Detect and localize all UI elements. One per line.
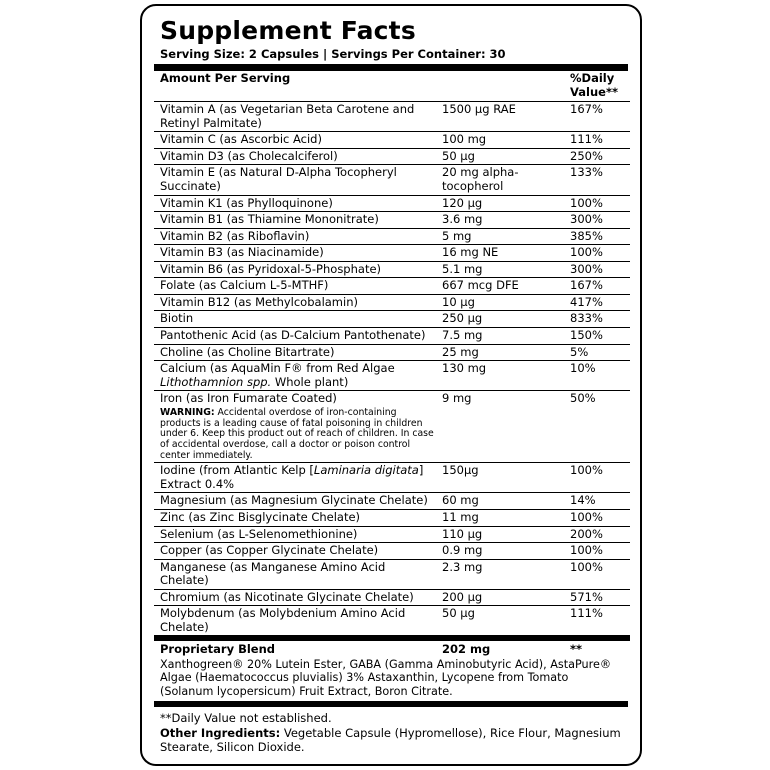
column-header-spacer: [440, 71, 568, 102]
table-row-magnesium: [154, 493, 630, 510]
supplement-facts-panel: [140, 4, 642, 766]
nutrient-amount: 7.5 mg: [440, 328, 568, 345]
nutrient-amount: 120 µg: [440, 195, 568, 212]
nutrient-amount: 25 mg: [440, 344, 568, 361]
nutrient-dv: 150%: [568, 328, 630, 345]
nutrient-dv: 385%: [568, 228, 630, 245]
nutrient-amount: 2.3 mg: [440, 559, 568, 589]
table-row: [154, 278, 630, 295]
table-row: [154, 261, 630, 278]
nutrient-amount: 130 mg: [440, 361, 568, 391]
other-ingredients: [160, 726, 624, 755]
nutrient-amount: 667 mcg DFE: [440, 278, 568, 295]
nutrient-dv: 167%: [568, 102, 630, 132]
nutrient-dv: 300%: [568, 261, 630, 278]
nutrient-name: Vitamin B2 (as Riboflavin): [154, 228, 440, 245]
nutrient-name: Magnesium (as Magnesium Glycinate Chelate): [154, 493, 440, 510]
nutrient-amount: 5.1 mg: [440, 261, 568, 278]
calcium-name-part2: Whole plant): [271, 374, 349, 389]
page-title: Supplement Facts: [160, 16, 416, 45]
nutrient-dv: 14%: [568, 493, 630, 510]
nutrient-name: Vitamin A (as Vegetarian Beta Carotene and Retinyl Palmitate): [154, 102, 440, 132]
blend-amount: 202 mg: [440, 638, 568, 658]
nutrient-name: [154, 361, 440, 391]
nutrient-amount: 100 mg: [440, 132, 568, 149]
table-row: [154, 195, 630, 212]
nutrient-amount: 5 mg: [440, 228, 568, 245]
table-row: [154, 328, 630, 345]
nutrient-name: Molybdenum (as Molybdenium Amino Acid Chelate): [160, 606, 406, 634]
table-row-calcium: [154, 361, 630, 391]
iron-name: Iron (as Iron Fumarate Coated): [160, 391, 337, 406]
iron-warning-text: Accidental overdose of iron-containing products is a leading cause of fatal poisoning in children under 6. Keep this product out of reach of children. In case of accidental overdose, call a doctor or poison control center immediately.: [160, 406, 434, 461]
nutrient-dv: 50%: [568, 391, 630, 463]
table-header-row: [154, 71, 630, 102]
table-row-proprietary-blend: [154, 638, 630, 658]
nutrient-dv: 100%: [568, 463, 630, 493]
nutrient-dv: 833%: [568, 311, 630, 328]
nutrient-amount: 11 mg: [440, 509, 568, 526]
nutrient-amount: 110 µg: [440, 526, 568, 543]
iodine-species: Laminaria digitata: [313, 463, 419, 478]
iron-warning: [160, 408, 436, 461]
table-row: [154, 102, 630, 132]
iodine-name-part2: ] Extract 0.4%: [160, 463, 424, 491]
nutrient-dv: 111%: [568, 132, 630, 149]
nutrient-dv: 571%: [568, 589, 630, 606]
nutrient-dv: 167%: [568, 278, 630, 295]
table-row: [154, 543, 630, 560]
table-row: [154, 606, 630, 639]
nutrient-name: Vitamin E (as Natural D-Alpha Tocopheryl Succinate): [154, 165, 440, 195]
table-row: [154, 294, 630, 311]
nutrient-amount: 16 mg NE: [440, 245, 568, 262]
table-row: [154, 509, 630, 526]
nutrient-amount: 3.6 mg: [440, 212, 568, 229]
blend-name: Proprietary Blend: [154, 638, 440, 658]
nutrient-dv: 111%: [570, 606, 603, 621]
nutrient-amount: 150µg: [440, 463, 568, 493]
table-row: [154, 526, 630, 543]
nutrient-amount: 60 mg: [440, 493, 568, 510]
nutrient-name: Biotin: [154, 311, 440, 328]
calcium-species: Lithothamnion spp.: [160, 374, 272, 389]
iron-warning-label: WARNING:: [160, 406, 215, 418]
table-row: [154, 311, 630, 328]
nutrient-dv: 100%: [568, 543, 630, 560]
table-row: [154, 228, 630, 245]
nutrient-name: Vitamin B12 (as Methylcobalamin): [154, 294, 440, 311]
nutrient-amount: 9 mg: [440, 391, 568, 463]
nutrient-name: Vitamin B1 (as Thiamine Mononitrate): [154, 212, 440, 229]
nutrient-name: Vitamin D3 (as Cholecalciferol): [154, 148, 440, 165]
nutrient-amount: 250 µg: [440, 311, 568, 328]
nutrient-dv: 250%: [568, 148, 630, 165]
nutrient-name: Vitamin C (as Ascorbic Acid): [154, 132, 440, 149]
nutrient-amount: 0.9 mg: [440, 543, 568, 560]
nutrient-amount: 10 µg: [440, 294, 568, 311]
table-row: [154, 132, 630, 149]
nutrient-name: Copper (as Copper Glycinate Chelate): [154, 543, 440, 560]
table-row: [154, 344, 630, 361]
nutrient-name: Choline (as Choline Bitartrate): [154, 344, 440, 361]
table-row-iodine: [154, 463, 630, 493]
nutrient-dv: 10%: [568, 361, 630, 391]
column-header-daily-value: %Daily Value**: [568, 71, 630, 102]
iodine-name-part1: Iodine (from Atlantic Kelp [: [160, 463, 314, 478]
nutrient-name-iron: [154, 391, 440, 463]
blend-description: Xanthogreen® 20% Lutein Ester, GABA (Gamma Aminobutyric Acid), AstaPure® Algae (Haematococcus pluvialis) 3% Astaxanthin, Lycopene from Tomato (Solanum lycopersicum) Fruit Extract, Boron Citrate.: [154, 658, 628, 707]
nutrient-name: Vitamin B6 (as Pyridoxal-5-Phosphate): [154, 261, 440, 278]
table-row: [154, 212, 630, 229]
serving-info: Serving Size: 2 Capsules | Servings Per Container: 30: [154, 47, 628, 71]
nutrient-dv: 100%: [568, 509, 630, 526]
nutrient-dv: 100%: [568, 245, 630, 262]
nutrient-name: Zinc (as Zinc Bisglycinate Chelate): [154, 509, 440, 526]
nutrient-dv: 5%: [568, 344, 630, 361]
nutrition-table: [154, 71, 630, 658]
nutrient-dv: 100%: [568, 559, 630, 589]
other-ingredients-label: Other Ingredients:: [160, 725, 281, 740]
nutrient-amount: 1500 µg RAE: [440, 102, 568, 132]
nutrient-name: Vitamin B3 (as Niacinamide): [154, 245, 440, 262]
nutrient-name: Selenium (as L-Selenomethionine): [154, 526, 440, 543]
nutrient-amount: 200 µg: [440, 589, 568, 606]
nutrient-name: Vitamin K1 (as Phylloquinone): [154, 195, 440, 212]
nutrient-name: Chromium (as Nicotinate Glycinate Chelate): [154, 589, 440, 606]
table-row: [154, 589, 630, 606]
column-header-amount: Amount Per Serving: [154, 71, 440, 102]
nutrient-dv: 200%: [568, 526, 630, 543]
nutrient-amount: 50 µg: [440, 148, 568, 165]
table-row: [154, 559, 630, 589]
table-row: [154, 165, 630, 195]
table-row: [154, 148, 630, 165]
table-row-iron: [154, 391, 630, 463]
nutrient-name: Manganese (as Manganese Amino Acid Chelate): [154, 559, 440, 589]
footnotes: [154, 707, 628, 754]
nutrient-name: Pantothenic Acid (as D-Calcium Pantothenate): [154, 328, 440, 345]
nutrient-name: Folate (as Calcium L-5-MTHF): [154, 278, 440, 295]
nutrient-dv: 133%: [568, 165, 630, 195]
nutrient-name-iodine: [154, 463, 440, 493]
nutrient-amount: 50 µg: [442, 606, 475, 621]
nutrient-dv: 417%: [568, 294, 630, 311]
nutrient-amount: 20 mg alpha-tocopherol: [440, 165, 568, 195]
nutrient-dv: 300%: [568, 212, 630, 229]
calcium-name-part1: Calcium (as AquaMin F® from Red Algae: [160, 361, 395, 376]
nutrient-dv: 100%: [568, 195, 630, 212]
table-row: [154, 245, 630, 262]
blend-dv: **: [568, 638, 630, 658]
daily-value-footnote: **Daily Value not established.: [160, 711, 332, 726]
other-ingredients-text: Vegetable Capsule (Hypromellose), Rice Flour, Magnesium Stearate, Silicon Dioxide.: [160, 725, 621, 755]
